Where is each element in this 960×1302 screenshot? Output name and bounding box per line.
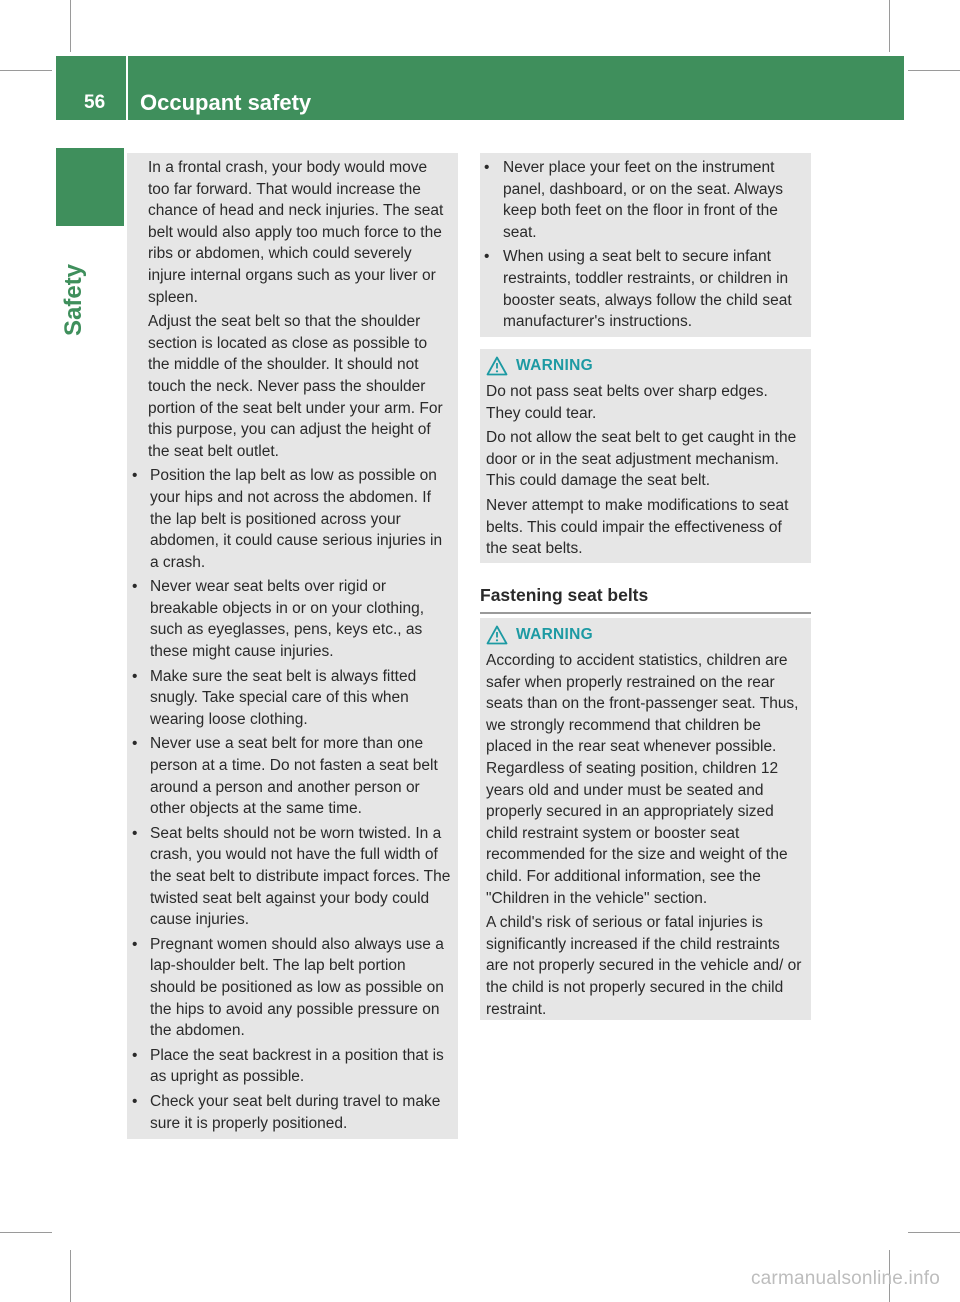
intro-paragraph: In a frontal crash, your body would move too far forward. That would increase the chance of head and neck injuries. The seat belt would also apply too much force to the ribs or abdomen, which could severely injure internal organs such as your liver or spleen. xyxy=(148,159,444,306)
section-title: Occupant safety xyxy=(140,90,312,115)
list-item xyxy=(128,666,452,731)
crop-mark xyxy=(70,1250,71,1302)
bullet-icon: • xyxy=(132,1046,138,1064)
list-item xyxy=(128,465,452,573)
warning-box xyxy=(480,349,811,563)
list-item-text: Pregnant women should also always use a lap-shoulder belt. The lap belt portion should be positioned as low as possible on the hips to avoid any possible pressure on the abdomen. xyxy=(150,935,444,1040)
page-number: 56 xyxy=(84,92,106,113)
crop-mark xyxy=(0,70,52,71)
right-bullet-list xyxy=(480,157,805,333)
list-item-text: Place the seat backrest in a position that is as upright as possible. xyxy=(150,1046,444,1086)
warning-paragraph: Do not pass seat belts over sharp edges. They could tear. xyxy=(486,383,768,422)
list-item xyxy=(480,246,805,332)
list-item-text: Never use a seat belt for more than one person at a time. Do not fasten a seat belt around a person and another person or other objects at the same time. xyxy=(150,735,438,818)
list-item xyxy=(480,157,805,243)
crop-mark xyxy=(908,70,960,71)
list-item-text: Position the lap belt as low as possible on your hips and not across the abdomen. If the lap belt is positioned across your abdomen, it could cause serious injuries in a crash. xyxy=(150,467,443,571)
bullet-icon: • xyxy=(132,1092,138,1110)
warning-triangle-icon xyxy=(486,625,508,645)
side-tab-label: Safety xyxy=(60,263,87,336)
warning-paragraph: According to accident statistics, children are safer when properly restrained on the rear seats than on the front-passenger seat. Thus, we strongly recommend that children be placed in the rear seat whenever possible. Regardless of seating position, children 12 years old and under must be seated and properly secured in an appropriately sized child restraint system or booster seat recommended for the size and weight of the child. For additional information, see the "Children in the vehicle" section. xyxy=(486,652,799,907)
bullet-icon: • xyxy=(132,467,138,485)
list-item xyxy=(128,733,452,819)
warning-box xyxy=(480,618,811,1020)
list-item-text: Check your seat belt during travel to make sure it is properly positioned. xyxy=(150,1092,441,1132)
list-item-text: Make sure the seat belt is always fitted snugly. Take special care of this when wearing loose clothing. xyxy=(150,667,417,728)
crop-mark xyxy=(889,0,890,52)
bullet-icon: • xyxy=(484,248,490,266)
watermark-link[interactable]: carmanualsonline.info xyxy=(750,1268,940,1289)
list-item xyxy=(128,934,452,1042)
bullet-icon: • xyxy=(132,667,138,685)
intro-paragraph: Adjust the seat belt so that the shoulder section is located as close as possible to the middle of the shoulder. It should not touch the neck. Never pass the shoulder portion of the seat belt under your arm. For this purpose, you can adjust the height of the seat belt outlet. xyxy=(148,313,443,460)
list-item-text: When using a seat belt to secure infant restraints, toddler restraints, or children in booster seats, always follow the child seat manufacturer's instructions. xyxy=(503,248,792,331)
bullet-icon: • xyxy=(484,159,490,176)
list-item xyxy=(128,1045,452,1088)
list-item-text: Seat belts should not be worn twisted. In a crash, you would not have the full width of the seat belt to distribute impact forces. The twisted seat belt against your body could cause injuries. xyxy=(150,824,451,929)
warning-paragraph: A child's risk of serious or fatal injuries is significantly increased if the child restraints are not properly secured in the vehicle and/ or the child is not properly secured in the child restraint. xyxy=(486,914,802,1018)
list-item xyxy=(128,1091,452,1134)
list-item-text: Never place your feet on the instrument panel, dashboard, or on the seat. Always keep both feet on the floor in front of the seat. xyxy=(503,159,784,241)
warning-title: WARNING xyxy=(516,626,594,643)
warning-header xyxy=(486,355,805,377)
header-divider xyxy=(126,56,128,120)
bullet-icon: • xyxy=(132,578,138,596)
crop-mark xyxy=(0,1232,52,1233)
left-content-box xyxy=(127,153,458,1139)
list-item-text: Never wear seat belts over rigid or breakable objects in or on your clothing, such as eyeglasses, pens, keys etc., as these might cause injuries. xyxy=(150,578,424,661)
bullet-icon: • xyxy=(132,935,138,953)
warning-triangle-icon xyxy=(486,356,508,376)
warning-paragraph: Never attempt to make modifications to seat belts. This could impair the effectiveness of the seat belts. xyxy=(486,496,789,558)
warning-title: WARNING xyxy=(516,357,594,374)
crop-mark xyxy=(70,0,71,52)
warning-header xyxy=(486,624,805,646)
subsection-heading: Fastening seat belts xyxy=(480,585,811,614)
right-bullets-box xyxy=(480,153,811,337)
warning-paragraph: Do not allow the seat belt to get caught in the door or in the seat adjustment mechanism. This could damage the seat belt. xyxy=(486,429,797,490)
bullet-icon: • xyxy=(132,824,138,842)
safety-bullet-list xyxy=(127,465,458,1134)
list-item xyxy=(128,823,452,931)
bullet-icon: • xyxy=(132,735,138,753)
crop-mark xyxy=(908,1232,960,1233)
list-item xyxy=(128,576,452,662)
